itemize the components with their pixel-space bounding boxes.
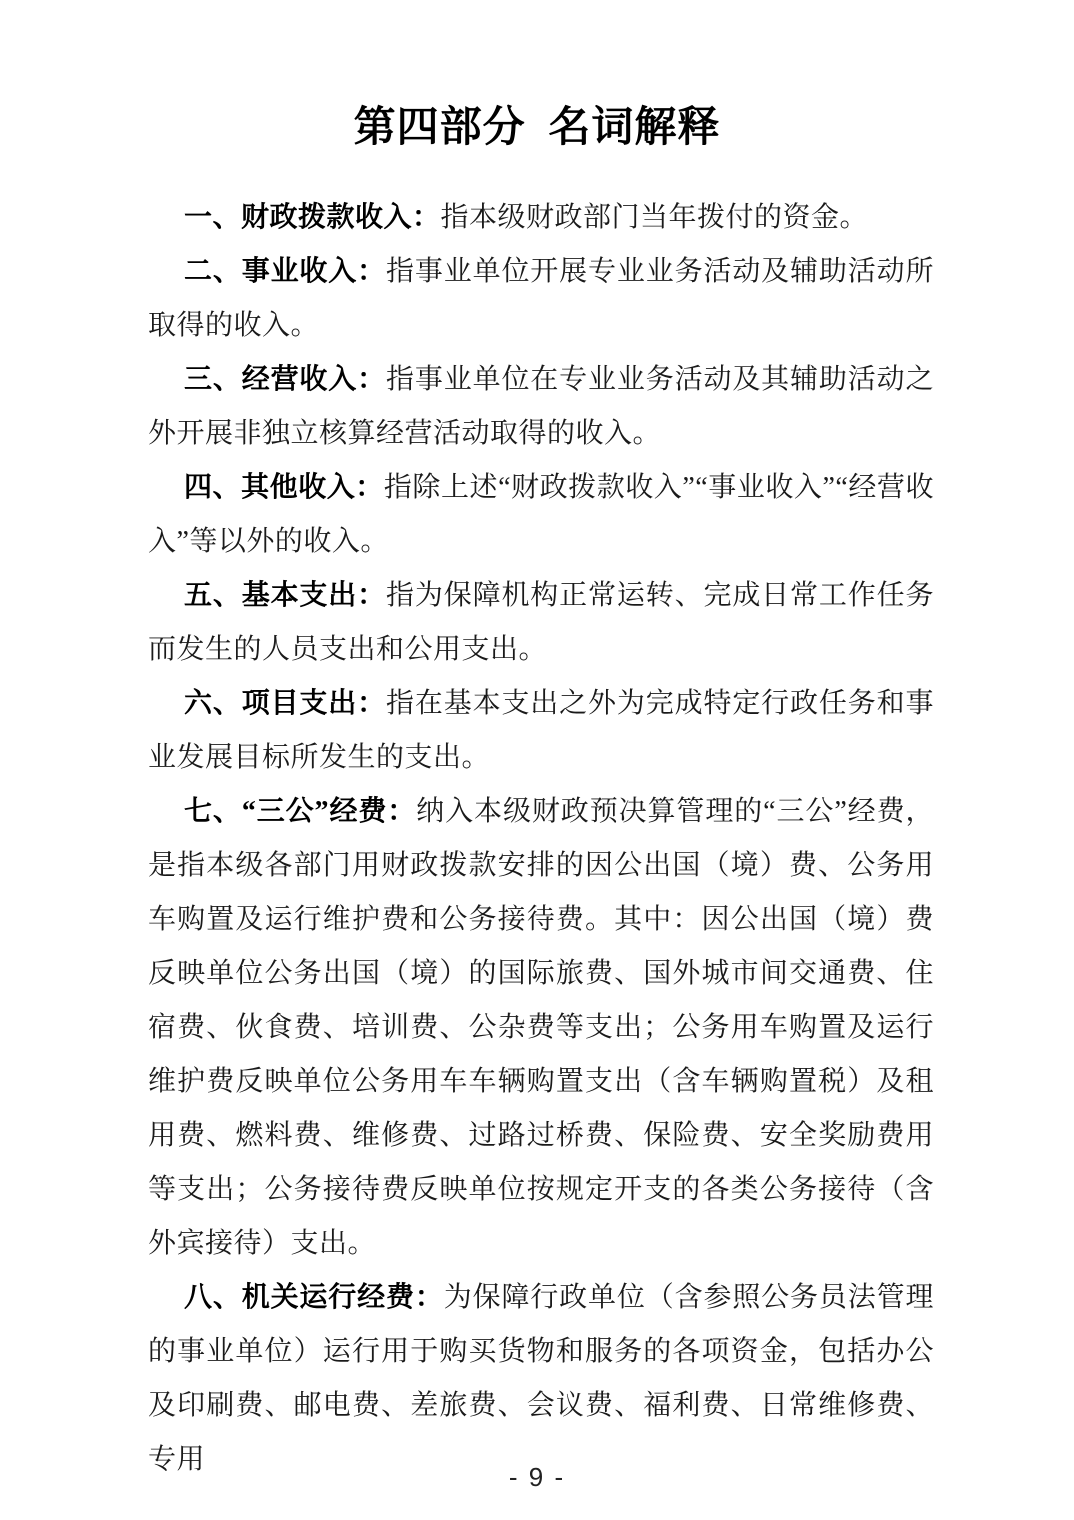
term-definition: 指事业单位在专业业务活动及其辅助活动之外开展非独立核算经营活动取得的收入。 bbox=[148, 364, 934, 449]
term-definition: 指在基本支出之外为完成特定行政任务和事业发展目标所发生的支出。 bbox=[148, 688, 934, 773]
term-label: 一、财政拨款收入： bbox=[184, 202, 441, 233]
term-definition: 为保障行政单位（含参照公务员法管理的事业单位）运行用于购买货物和服务的各项资金，包括办公及印刷费、邮电费、差旅费、会议费、福利费、日常维修费、专用 bbox=[148, 1282, 934, 1475]
term-definition: 指本级财政部门当年拨付的资金。 bbox=[440, 202, 869, 233]
term-definition: 纳入本级财政预决算管理的“三公”经费，是指本级各部门用财政拨款安排的因公出国（境）费、公务用车购置及运行维护费和公务接待费。其中：因公出国（境）费反映单位公务出国（境）的国际旅费、国外城市间交通费、住宿费、伙食费、培训费、公杂费等支出；公务用车购置及运行维护费反映单位公务用车车辆购置支出（含车辆购置税）及租用费、燃料费、维修费、过路过桥费、保险费、安全奖励费用等支出；公务接待费反映单位按规定开支的各类公务接待（含外宾接待）支出。 bbox=[148, 796, 934, 1259]
term-paragraph-agency-operating-funds bbox=[148, 1271, 934, 1487]
term-label: 五、基本支出： bbox=[184, 580, 387, 611]
term-label: 六、项目支出： bbox=[184, 688, 387, 719]
term-label: 七、“三公”经费： bbox=[184, 796, 417, 827]
term-paragraph-other-income bbox=[148, 461, 934, 569]
term-paragraph-business-income bbox=[148, 245, 934, 353]
term-definition: 指除上述“财政拨款收入”“事业收入”“经营收入”等以外的收入。 bbox=[148, 472, 934, 557]
term-label: 二、事业收入： bbox=[184, 256, 387, 287]
term-label: 八、机关运行经费： bbox=[184, 1282, 444, 1313]
term-paragraph-project-expenditure bbox=[148, 677, 934, 785]
term-definition: 指事业单位开展专业业务活动及辅助活动所取得的收入。 bbox=[148, 256, 934, 341]
page-title: 第四部分 名词解释 bbox=[353, 103, 721, 150]
term-paragraph-basic-expenditure bbox=[148, 569, 934, 677]
term-definition: 指为保障机构正常运转、完成日常工作任务而发生的人员支出和公用支出。 bbox=[148, 580, 934, 665]
term-paragraph-fiscal-appropriation-income bbox=[148, 191, 934, 245]
page-number: - 9 - bbox=[508, 1462, 566, 1492]
term-paragraph-operating-income bbox=[148, 353, 934, 461]
term-label: 三、经营收入： bbox=[184, 364, 387, 395]
term-paragraph-three-public-funds bbox=[148, 785, 934, 1271]
term-label: 四、其他收入： bbox=[184, 472, 384, 503]
glossary-content bbox=[148, 191, 934, 1487]
